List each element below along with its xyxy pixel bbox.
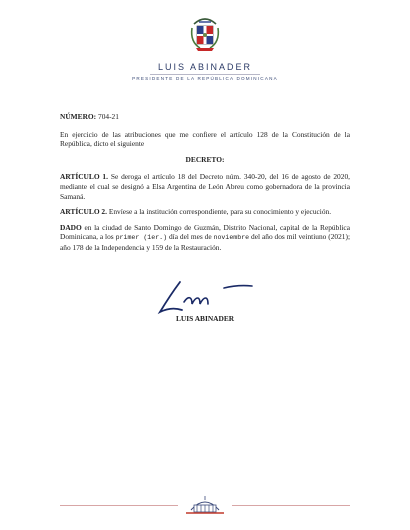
palace-emblem-icon: [182, 492, 228, 516]
article-2-text: Envíese a la institución correspondiente, para su conocimiento y ejecución.: [108, 207, 332, 217]
article-1-text: Se deroga el artículo 18 del Decreto núm. 340-20, del 16 de agosto de 2020, mediante el cual se designó a Elsa Argentina de León Abreu como gobernadora de la provincia Samaná.: [60, 172, 350, 201]
coat-of-arms-icon: [188, 14, 222, 54]
decree-body: [60, 112, 350, 259]
dado-day: primer (1er.): [115, 234, 168, 242]
footer-divider-left: [60, 505, 178, 506]
article-1-label: ARTÍCULO 1.: [60, 172, 108, 182]
dado-label: DADO: [60, 222, 82, 232]
dado-paragraph: [60, 223, 350, 253]
article-2-label: ARTÍCULO 2.: [60, 207, 107, 217]
header-subtitle: PRESIDENTE DE LA REPÚBLICA DOMINICANA: [132, 76, 278, 81]
header-name: LUIS ABINADER: [157, 62, 253, 72]
header-divider: [150, 74, 260, 75]
article-2: [60, 207, 350, 217]
number-label: NÚMERO:: [60, 112, 97, 121]
dado-month: noviembre: [213, 234, 250, 242]
dado-text-2: día del mes de: [168, 232, 212, 242]
dado-text-1: en la ciudad de Santo Domingo de Guzmán, Distrito Nacional, capital de la República Dominicana, a los: [60, 222, 350, 242]
number-value: 704-21: [98, 112, 119, 121]
article-1: [60, 172, 350, 201]
dado-text-3: del año dos mil veintiuno (2021); año 178 de la Independencia y 159 de la Restauración.: [60, 232, 351, 252]
footer-divider-right: [232, 505, 350, 506]
preamble: En ejercicio de las atribuciones que me confiere el artículo 128 de la Constitución de la República, dicto el siguiente: [60, 129, 350, 149]
decree-title: DECRETO:: [185, 154, 225, 164]
decree-number: [60, 112, 350, 122]
signature-name: LUIS ABINADER: [176, 314, 235, 323]
